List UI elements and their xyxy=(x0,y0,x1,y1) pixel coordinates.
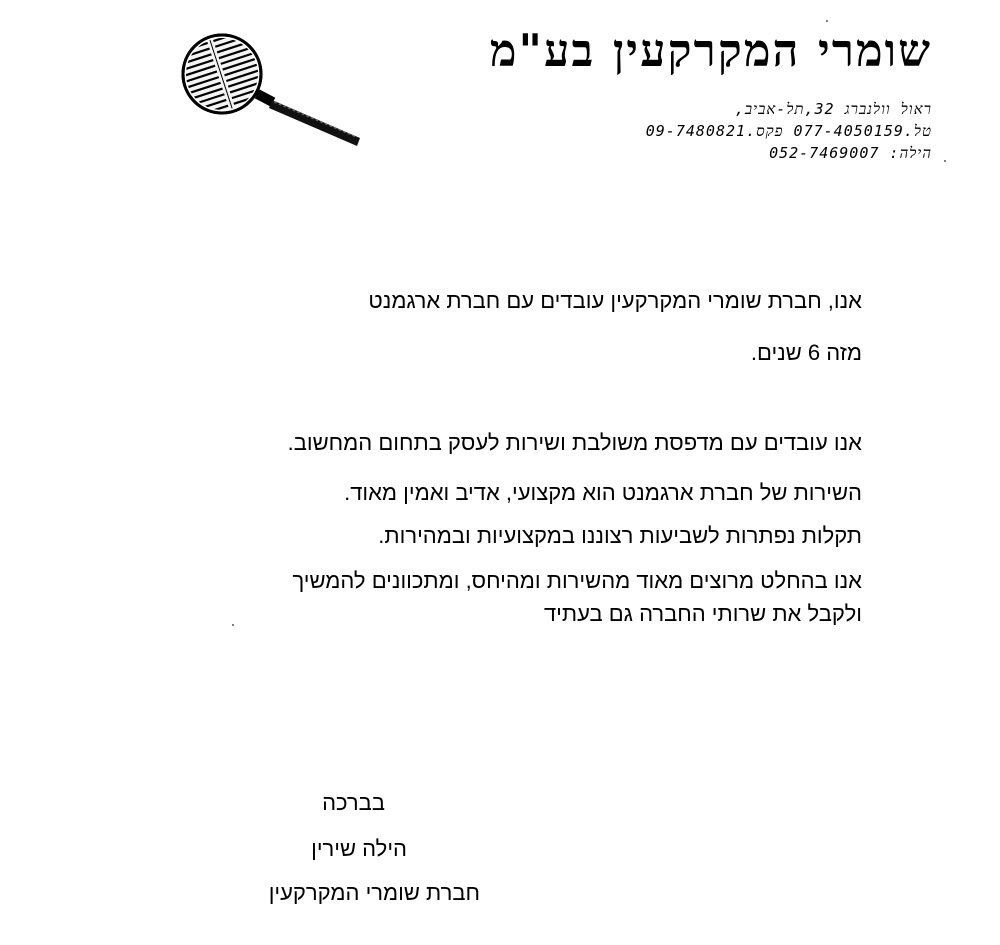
scan-speck xyxy=(826,20,828,22)
company-name-heading: שומרי המקרקעין בע"מ xyxy=(489,24,932,77)
body-text-line: תקלות נפתרות לשביעות רצוננו במקצועיות ובמהירות. xyxy=(378,523,862,548)
company-phone-fax: טל.077-4050159 פקס.09-7480821 xyxy=(645,122,932,140)
body-text-line: השירות של חברת ארגמנט הוא מקצועי, אדיב ואמין מאוד. xyxy=(344,480,862,505)
company-address: ראול וולנברג 32,תל-אביב, xyxy=(734,100,932,118)
contact-person-phone: הילה: 052-7469007 xyxy=(769,144,932,162)
body-text-line: אנו עובדים עם מדפסת משולבת ושירות לעסק בתחום המחשוב. xyxy=(287,430,862,455)
scan-speck xyxy=(232,624,234,626)
scan-speck xyxy=(944,160,946,162)
magnifying-glass-logo-icon xyxy=(178,28,368,148)
signature-name: הילה שירין xyxy=(311,836,407,861)
body-text-line: אנו בהחלט מרוצים מאוד מהשירות ומהיחס, ומתכוונים להמשיך xyxy=(292,568,862,593)
signature-closing: בברכה xyxy=(322,790,385,815)
body-text-line: מזה 6 שנים. xyxy=(750,340,862,365)
body-text-line: ולקבל את שרותי החברה גם בעתיד xyxy=(543,601,862,626)
signature-company: חברת שומרי המקרקעין xyxy=(268,880,480,905)
body-text-line: אנו, חברת שומרי המקרקעין עובדים עם חברת ארגמנט xyxy=(368,288,862,313)
